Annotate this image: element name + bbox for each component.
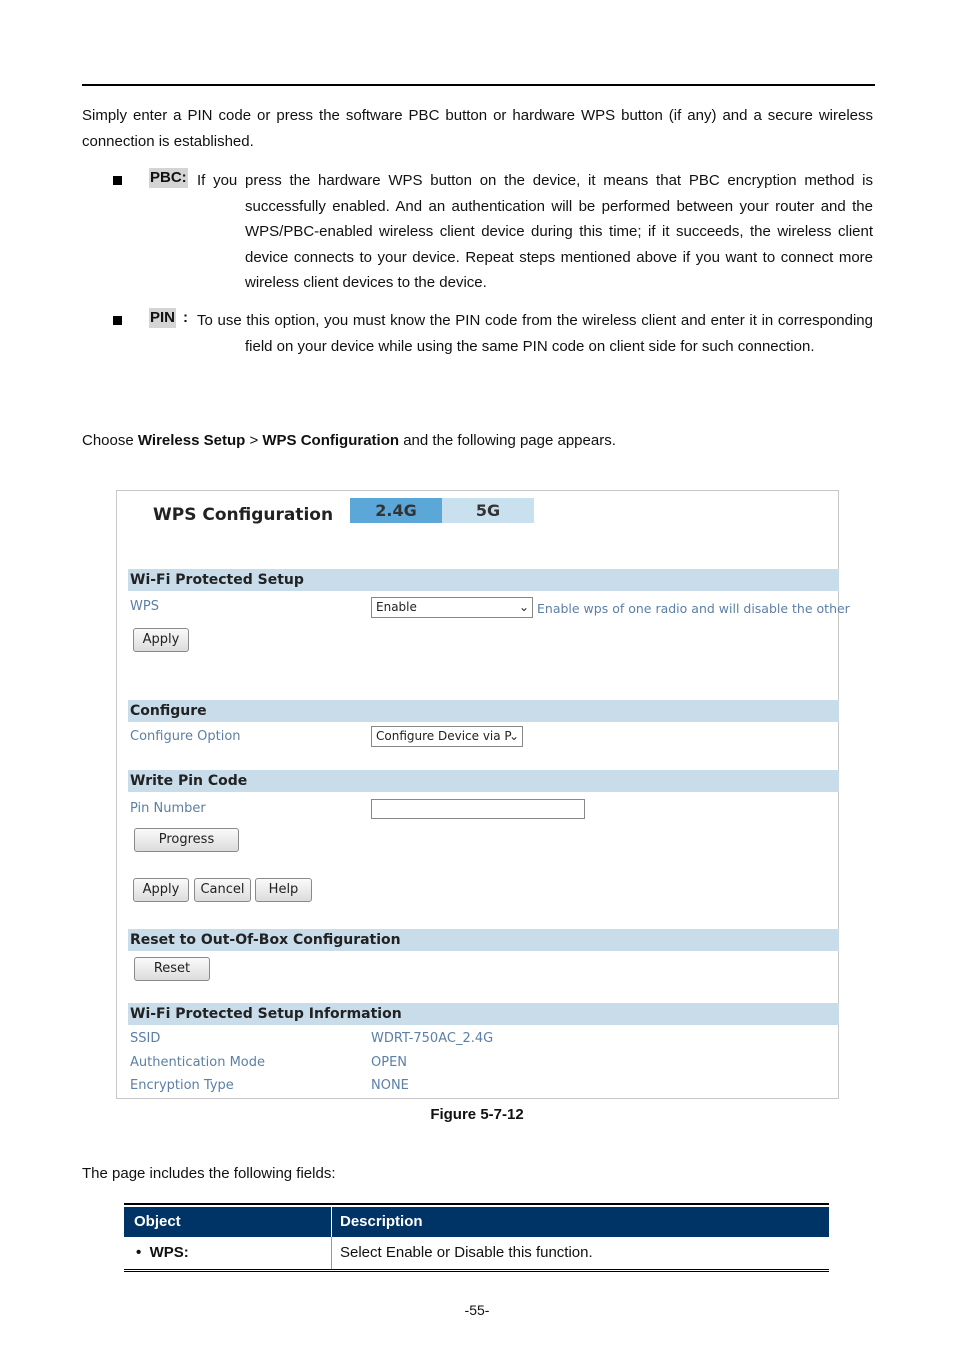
table-header [124, 1207, 829, 1237]
bullet-pbc [113, 168, 873, 296]
tab-5g[interactable]: 5G [442, 498, 534, 523]
menu-wireless-setup: Wireless Setup [137, 432, 246, 449]
ssid-label: SSID [130, 1031, 161, 1046]
apply-button[interactable]: Apply [133, 628, 189, 652]
chevron-down-icon: ⌄ [518, 600, 529, 614]
bullet-separator: : [183, 309, 188, 326]
wps-label: WPS [130, 599, 159, 614]
wps-hint: Enable wps of one radio and will disable the other [537, 601, 850, 616]
bullet-text: If you press the hardware WPS button on the device, it means that PBC encryption method is successfully enabled. And an authentication will be performed between your router and the WPS/PBC-enabled wireless client device during this time; if it succeeds, the wireless client device connects to your device. Repeat steps mentioned above if you want to connect more wireless client devices to the device. [197, 172, 873, 291]
help-button[interactable]: Help [255, 878, 312, 902]
bullet-label: PIN [150, 309, 176, 326]
menu-wps-configuration: WPS Configuration [262, 432, 400, 449]
bullet-pin [113, 308, 873, 359]
intro-paragraph: Simply enter a PIN code or press the software PBC button or hardware WPS button (if any) and a secure wireless connection is established. [82, 107, 873, 150]
configure-option-value: Configure Device via P [376, 729, 512, 743]
section-wifi-protected-setup: Wi-Fi Protected Setup [128, 569, 839, 591]
wps-config-screenshot [116, 490, 850, 1099]
table-row [124, 1237, 829, 1269]
pin-number-input[interactable] [371, 799, 585, 819]
bullet-label: PBC: [150, 169, 187, 186]
section-reset-oob: Reset to Out-Of-Box Configuration [128, 929, 839, 951]
auth-mode-label: Authentication Mode [130, 1055, 265, 1070]
column-divider [331, 1237, 332, 1269]
header-rule [82, 84, 875, 86]
bullet-square-icon [113, 176, 122, 185]
wps-select[interactable] [371, 597, 533, 618]
fields-intro: The page includes the following fields: [82, 1165, 336, 1182]
cancel-button[interactable]: Cancel [194, 878, 251, 902]
choose-prefix: Choose [82, 432, 138, 449]
reset-button[interactable]: Reset [134, 957, 210, 981]
table-top-rule [124, 1203, 829, 1205]
pin-number-label: Pin Number [130, 801, 206, 816]
progress-button[interactable]: Progress [134, 828, 239, 852]
apply-button[interactable]: Apply [133, 878, 189, 902]
section-wps-info: Wi-Fi Protected Setup Information [128, 1003, 839, 1025]
ssid-value: WDRT-750AC_2.4G [371, 1031, 494, 1046]
choose-suffix: and the following page appears. [399, 432, 616, 449]
figure-caption: Figure 5-7-12 [430, 1106, 524, 1123]
section-configure: Configure [128, 700, 839, 722]
page-title: WPS Configuration [153, 505, 334, 525]
encryption-type-label: Encryption Type [130, 1078, 234, 1093]
header-description: Description [340, 1213, 423, 1230]
table-bottom-rule [124, 1269, 829, 1272]
tab-2-4g[interactable]: 2.4G [350, 498, 442, 523]
header-object: Object [134, 1213, 181, 1230]
auth-mode-value: OPEN [371, 1055, 408, 1070]
bullet-text: To use this option, you must know the PIN code from the wireless client and enter it in corresponding field on your device while using the same PIN code on client side for such connection. [197, 312, 873, 355]
configure-option-label: Configure Option [130, 729, 241, 744]
choose-arrow: > [245, 432, 263, 449]
page-number: -55- [464, 1302, 490, 1318]
section-write-pin-code: Write Pin Code [128, 770, 839, 792]
row-object-text: WPS: [149, 1244, 189, 1261]
choose-instruction [82, 430, 616, 452]
encryption-type-value: NONE [371, 1078, 409, 1093]
wps-select-value: Enable [376, 600, 417, 614]
row-object: • WPS: [136, 1244, 189, 1261]
bullet-square-icon [113, 316, 122, 325]
column-divider [331, 1207, 332, 1237]
chevron-down-icon: ⌄ [508, 729, 519, 743]
row-description: Select Enable or Disable this function. [340, 1244, 593, 1261]
configure-option-select[interactable] [371, 726, 523, 747]
